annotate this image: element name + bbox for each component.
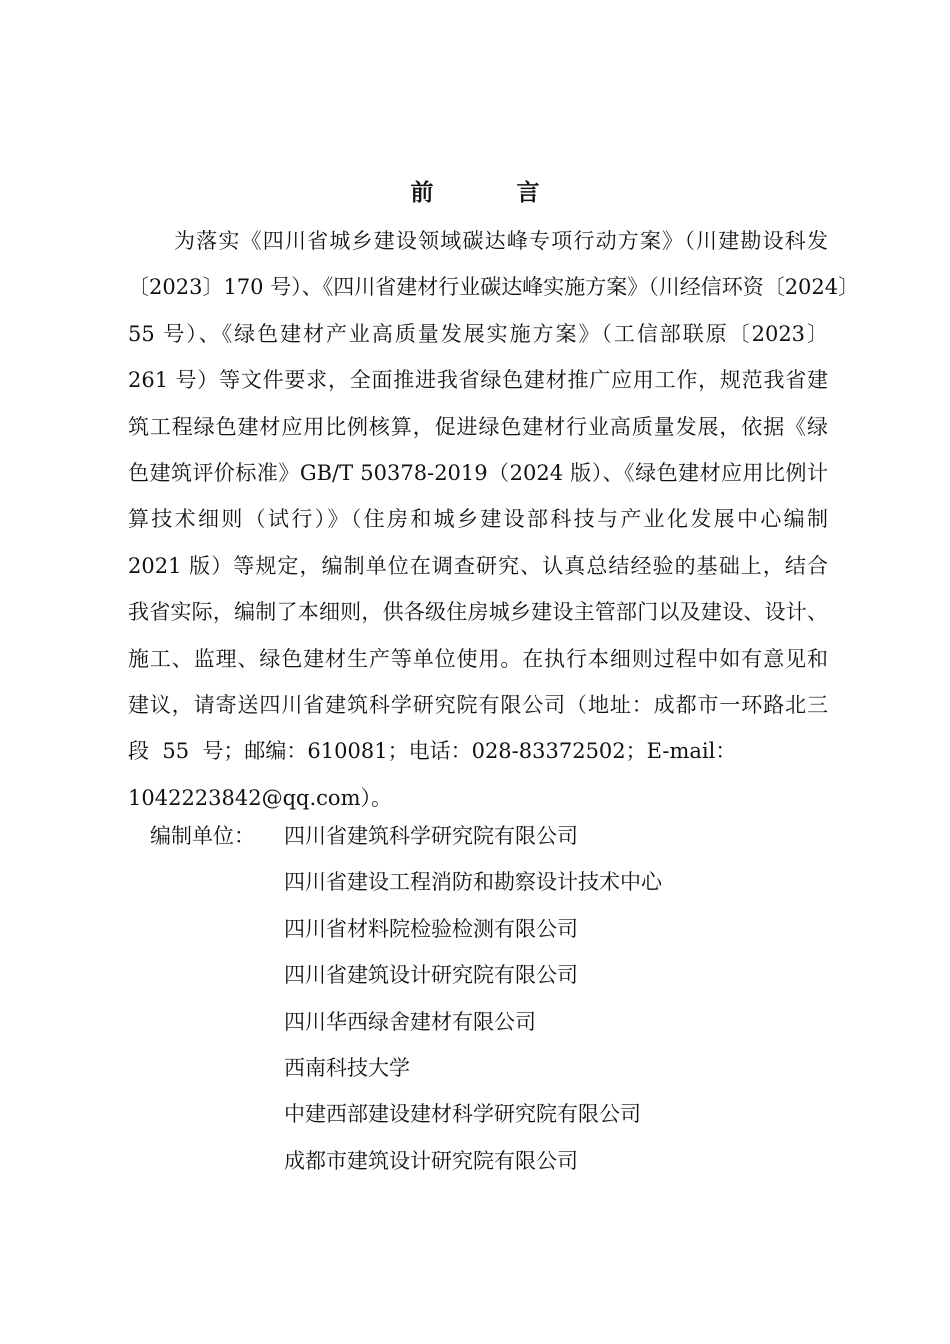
unit-item: 中建西部建设建材科学研究院有限公司 [284,1102,641,1127]
page-title: 前 言 [410,179,570,206]
paragraph-line: 段 55 号；邮编：610081；电话：028-83372502；E-mail： [128,739,737,764]
paragraph-line: 1042223842@qq.com）。 [128,785,392,810]
paragraph-line: 为落实《四川省城乡建设领域碳达峰专项行动方案》（川建勘设科发 [174,229,828,253]
unit-item: 四川省建筑设计研究院有限公司 [284,963,578,988]
paragraph-line: 施工、监理、绿色建材生产等单位使用。在执行本细则过程中如有意见和 [128,646,828,671]
paragraph-line: 建议，请寄送四川省建筑科学研究院有限公司（地址：成都市一环路北三 [128,692,828,717]
paragraph-line: 〔2023〕170 号）、《四川省建材行业碳达峰实施方案》（川经信环资〔2024〕 [128,275,860,300]
paragraph-line: 55 号）、《绿色建材产业高质量发展实施方案》（工信部联原〔2023〕 [128,321,828,346]
units-label: 编制单位： [150,824,255,848]
paragraph-line: 筑工程绿色建材应用比例核算，促进绿色建材行业高质量发展，依据《绿 [128,414,828,439]
paragraph-line: 色建筑评价标准》GB/T 50378-2019（2024 版）、《绿色建材应用比例计 [128,460,828,485]
unit-item: 四川省建设工程消防和勘察设计技术中心 [284,870,662,895]
paragraph-line: 2021 版）等规定，编制单位在调查研究、认真总结经验的基础上，结合 [128,553,828,578]
unit-item: 四川华西绿舍建材有限公司 [284,1009,536,1034]
paragraph-line: 算技术细则（试行）》（住房和城乡建设部科技与产业化发展中心编制 [128,507,828,532]
unit-item: 西南科技大学 [284,1055,410,1080]
unit-item: 四川省材料院检验检测有限公司 [284,916,578,941]
preface-paragraph [128,218,860,821]
unit-item: 四川省建筑科学研究院有限公司 [284,824,578,848]
units-list [284,813,662,1184]
paragraph-line: 我省实际，编制了本细则，供各级住房城乡建设主管部门以及建设、设计、 [128,600,828,625]
unit-item: 成都市建筑设计研究院有限公司 [284,1148,578,1173]
paragraph-line: 261 号）等文件要求，全面推进我省绿色建材推广应用工作，规范我省建 [128,368,828,393]
